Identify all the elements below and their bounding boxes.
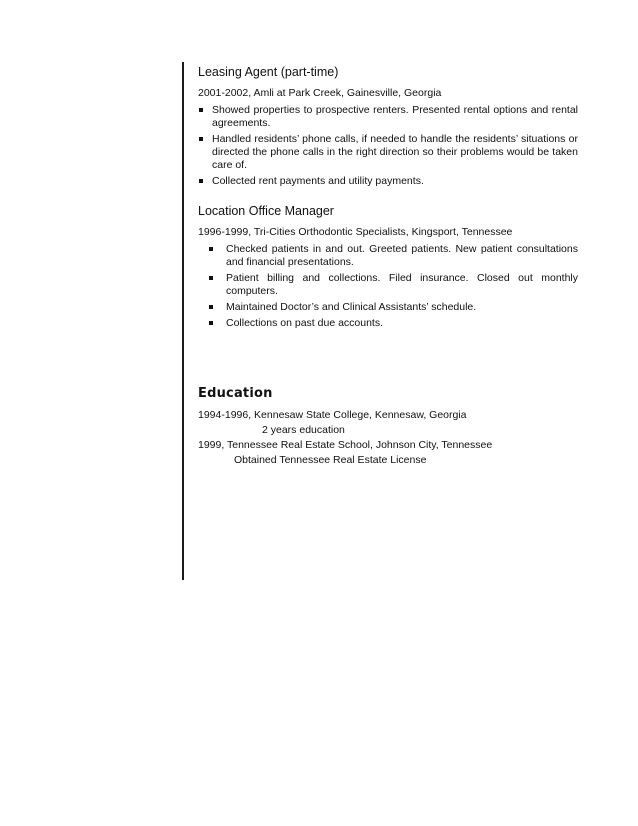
list-item [198, 243, 578, 269]
job-entry-leasing-agent [198, 64, 578, 188]
list-item [198, 301, 578, 314]
duty-text: Maintained Doctor’s and Clinical Assistants’ schedule. [226, 301, 477, 313]
list-item [198, 104, 578, 130]
duty-text: Collections on past due accounts. [226, 317, 384, 329]
list-item [198, 272, 578, 298]
section-heading-education: Education [198, 386, 273, 401]
square-bullet-icon [199, 108, 203, 112]
job-title: Location Office Manager [198, 204, 334, 218]
square-bullet-icon [209, 321, 213, 325]
duty-text: Collected rent payments and utility payments. [212, 175, 424, 187]
education-entry-line: 1999, Tennessee Real Estate School, Johnson City, Tennessee [198, 439, 493, 451]
duty-text: Patient billing and collections. Filed insurance. Closed out monthly computers. [226, 272, 578, 297]
education-entry-detail: 2 years education [262, 424, 345, 436]
resume-content [198, 64, 578, 468]
square-bullet-icon [209, 276, 213, 280]
list-item [198, 133, 578, 172]
job-entry-location-office-manager [198, 203, 578, 330]
job-duties-list [198, 104, 578, 188]
square-bullet-icon [199, 137, 203, 141]
education-entry-line: 1994-1996, Kennesaw State College, Kennesaw, Georgia [198, 409, 467, 421]
education-section [198, 385, 578, 468]
job-title: Leasing Agent (part-time) [198, 65, 339, 79]
left-margin-rule [182, 62, 184, 580]
list-item [198, 317, 578, 330]
square-bullet-icon [199, 179, 203, 183]
duty-text: Checked patients in and out. Greeted patients. New patient consultations and financial presentations. [226, 243, 578, 268]
square-bullet-icon [209, 305, 213, 309]
square-bullet-icon [209, 247, 213, 251]
job-duties-list [198, 243, 578, 330]
list-item [198, 175, 578, 188]
education-entry-detail: Obtained Tennessee Real Estate License [234, 454, 427, 466]
duty-text: Showed properties to prospective renters. Presented rental options and rental agreements. [212, 104, 578, 129]
duty-text: Handled residents’ phone calls, if needed to handle the residents’ situations or directed the phone calls in the right direction so their problems would be taken care of. [212, 133, 578, 171]
job-dates-employer: 1996-1999, Tri-Cities Orthodontic Specialists, Kingsport, Tennessee [198, 226, 513, 238]
job-dates-employer: 2001-2002, Amli at Park Creek, Gainesville, Georgia [198, 87, 442, 99]
